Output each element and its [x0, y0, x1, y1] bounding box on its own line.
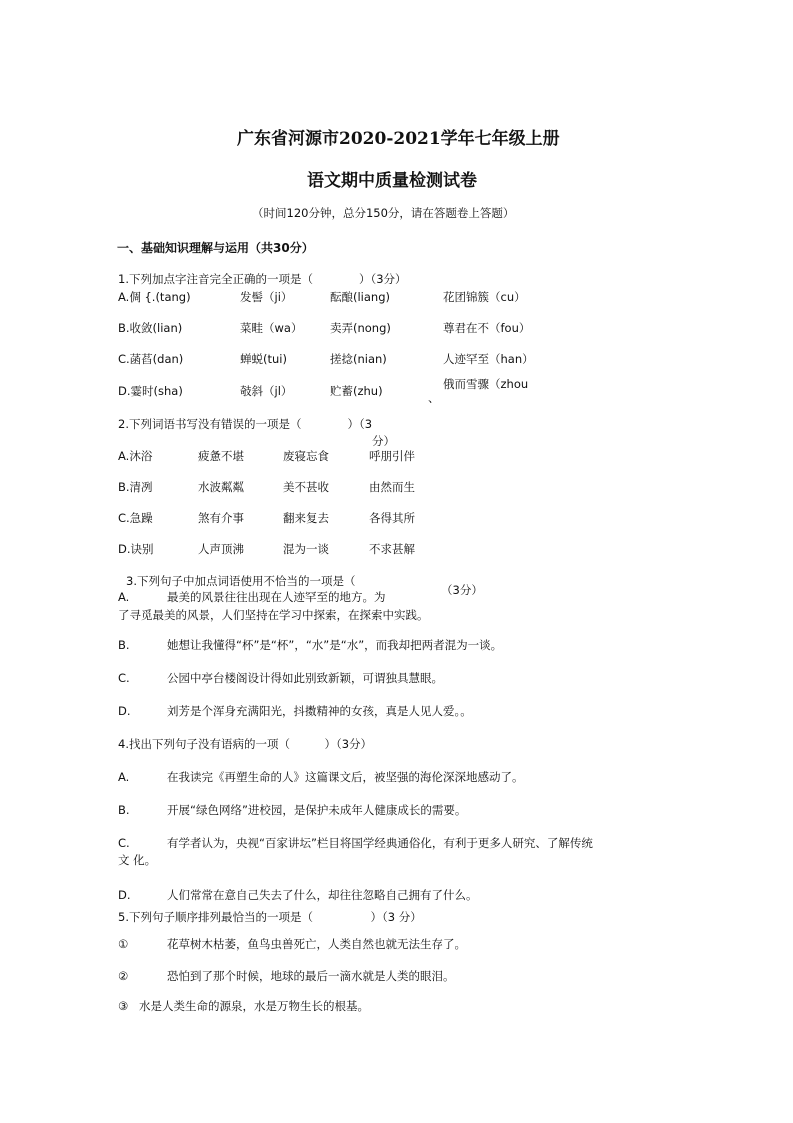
q1-option-a-4: 花团锦簇（cu）: [443, 290, 526, 304]
q1-stray-mark: 、: [428, 391, 440, 405]
q2-option-b-1: B.清冽: [118, 480, 153, 494]
q4-option-a-label: A.: [118, 770, 130, 784]
q1-option-a-3: 酝酿(liang): [330, 290, 390, 304]
q1-option-c-4: 人迹罕至（han）: [443, 352, 534, 366]
q1-option-b-1: B.收敛(lian): [118, 321, 183, 335]
q5-sentence-1-label: ①: [118, 937, 129, 951]
question-4-stem: 4.找出下列句子没有语病的一项（ ）（3分）: [118, 737, 373, 751]
q4-option-b-label: B.: [118, 803, 130, 817]
q1-option-d-2: 攲斜（jl）: [240, 384, 293, 398]
q3-option-a-label: A.: [118, 590, 130, 604]
q4-option-c-label: C.: [118, 836, 130, 850]
q3-option-a-continued: 了寻觅最美的风景，人们坚持在学习中探索，在探索中实践。: [118, 608, 429, 622]
q4-option-b-text: 开展“绿色网络”进校园，是保护未成年人健康成长的需要。: [167, 803, 467, 817]
section-heading: 一、基础知识理解与运用（共30分）: [117, 241, 314, 255]
q3-option-b-text: 她想让我懂得“杯”是“杯”，“水”是“水”，而我却把两者混为一谈。: [167, 638, 503, 652]
question-5-stem: 5.下列句子顺序排列最恰当的一项是（ ）（3 分）: [118, 910, 422, 924]
q2-option-d-4: 不求甚解: [369, 542, 415, 556]
q1-option-d-3: 贮蓄(zhu): [330, 384, 383, 398]
exam-title-line2: 语文期中质量检测试卷: [307, 171, 477, 191]
question-3-stem: 3.下列句子中加点词语使用不恰当的一项是（: [126, 574, 356, 588]
q5-sentence-3-text: 水是人类生命的源泉，水是万物生长的根基。: [139, 999, 369, 1013]
q1-option-d-1: D.霎时(sha): [118, 384, 183, 398]
q2-option-d-3: 混为一谈: [283, 542, 329, 556]
exam-title-line1: 广东省河源市2020-2021学年七年级上册: [237, 129, 560, 149]
q3-option-a-text: 最美的风景往往出现在人迹罕至的地方。为: [167, 590, 386, 604]
q2-option-c-2: 煞有介事: [198, 511, 244, 525]
q3-option-b-label: B.: [118, 638, 130, 652]
q3-option-c-text: 公园中亭台楼阁设计得如此别致新颖，可谓独具慧眼。: [167, 671, 443, 685]
q2-option-a-2: 疲惫不堪: [198, 449, 244, 463]
q5-sentence-3-label: ③: [118, 999, 129, 1013]
q2-option-b-4: 由然而生: [369, 480, 415, 494]
q4-option-c-text: 有学者认为，央视“百家讲坛”栏目将国学经典通俗化，有利于更多人研究、了解传统: [167, 836, 593, 850]
q1-option-a-1: A.倜 {.(tang): [118, 290, 191, 304]
q4-option-d-label: D.: [118, 888, 131, 902]
q1-option-c-2: 蝉蜕(tui): [240, 352, 287, 366]
q2-option-c-3: 翻来复去: [283, 511, 329, 525]
question-2-stem: 2.下列词语书写没有错误的一项是（ ）（3: [118, 417, 373, 431]
exam-subtitle: （时间120分钟，总分150分，请在答题卷上答题）: [252, 206, 515, 220]
q3-option-d-text: 刘芳是个浑身充满阳光，抖擞精神的女孩，真是人见人爱。。: [167, 704, 472, 718]
q2-option-d-1: D.诀别: [118, 542, 154, 556]
q1-option-a-2: 发髻（ji）: [240, 290, 293, 304]
question-2-stem-tail: 分）: [372, 434, 395, 448]
q2-option-b-3: 美不甚收: [283, 480, 329, 494]
q2-option-c-4: 各得其所: [369, 511, 415, 525]
q5-sentence-1-text: 花草树木枯萎，鱼鸟虫兽死亡，人类自然也就无法生存了。: [167, 937, 466, 951]
q1-option-b-4: 尊君在不（fou）: [443, 321, 531, 335]
q2-option-d-2: 人声顶沸: [198, 542, 244, 556]
q2-option-a-4: 呼朋引伴: [369, 449, 415, 463]
q1-option-b-2: 菜畦（wa）: [240, 321, 303, 335]
question-1-stem: 1.下列加点字注音完全正确的一项是（ ）（3分）: [118, 272, 407, 286]
q2-option-c-1: C.急躁: [118, 511, 153, 525]
q5-sentence-2-text: 恐怕到了那个时候，地球的最后一滴水就是人类的眼泪。: [167, 969, 455, 983]
q2-option-b-2: 水波粼粼: [198, 480, 244, 494]
q1-option-c-1: C.菡萏(dan): [118, 352, 184, 366]
q1-option-b-3: 卖弄(nong): [330, 321, 391, 335]
q3-option-c-label: C.: [118, 671, 130, 685]
q2-option-a-3: 废寝忘食: [283, 449, 329, 463]
q4-option-a-text: 在我读完《再塑生命的人》这篇课文后，被坚强的海伦深深地感动了。: [167, 770, 524, 784]
q2-option-a-1: A.沐浴: [118, 449, 153, 463]
q1-option-d-4: 俄而雪骤（zhou: [443, 377, 529, 391]
question-3-score: （3分）: [441, 583, 483, 597]
q1-option-c-3: 搓捻(nian): [330, 352, 387, 366]
q4-option-d-text: 人们常常在意自己失去了什么，却往往忽略自己拥有了什么。: [167, 888, 478, 902]
q5-sentence-2-label: ②: [118, 969, 129, 983]
q3-option-d-label: D.: [118, 704, 131, 718]
q4-option-c-continued: 文 化。: [118, 853, 157, 867]
